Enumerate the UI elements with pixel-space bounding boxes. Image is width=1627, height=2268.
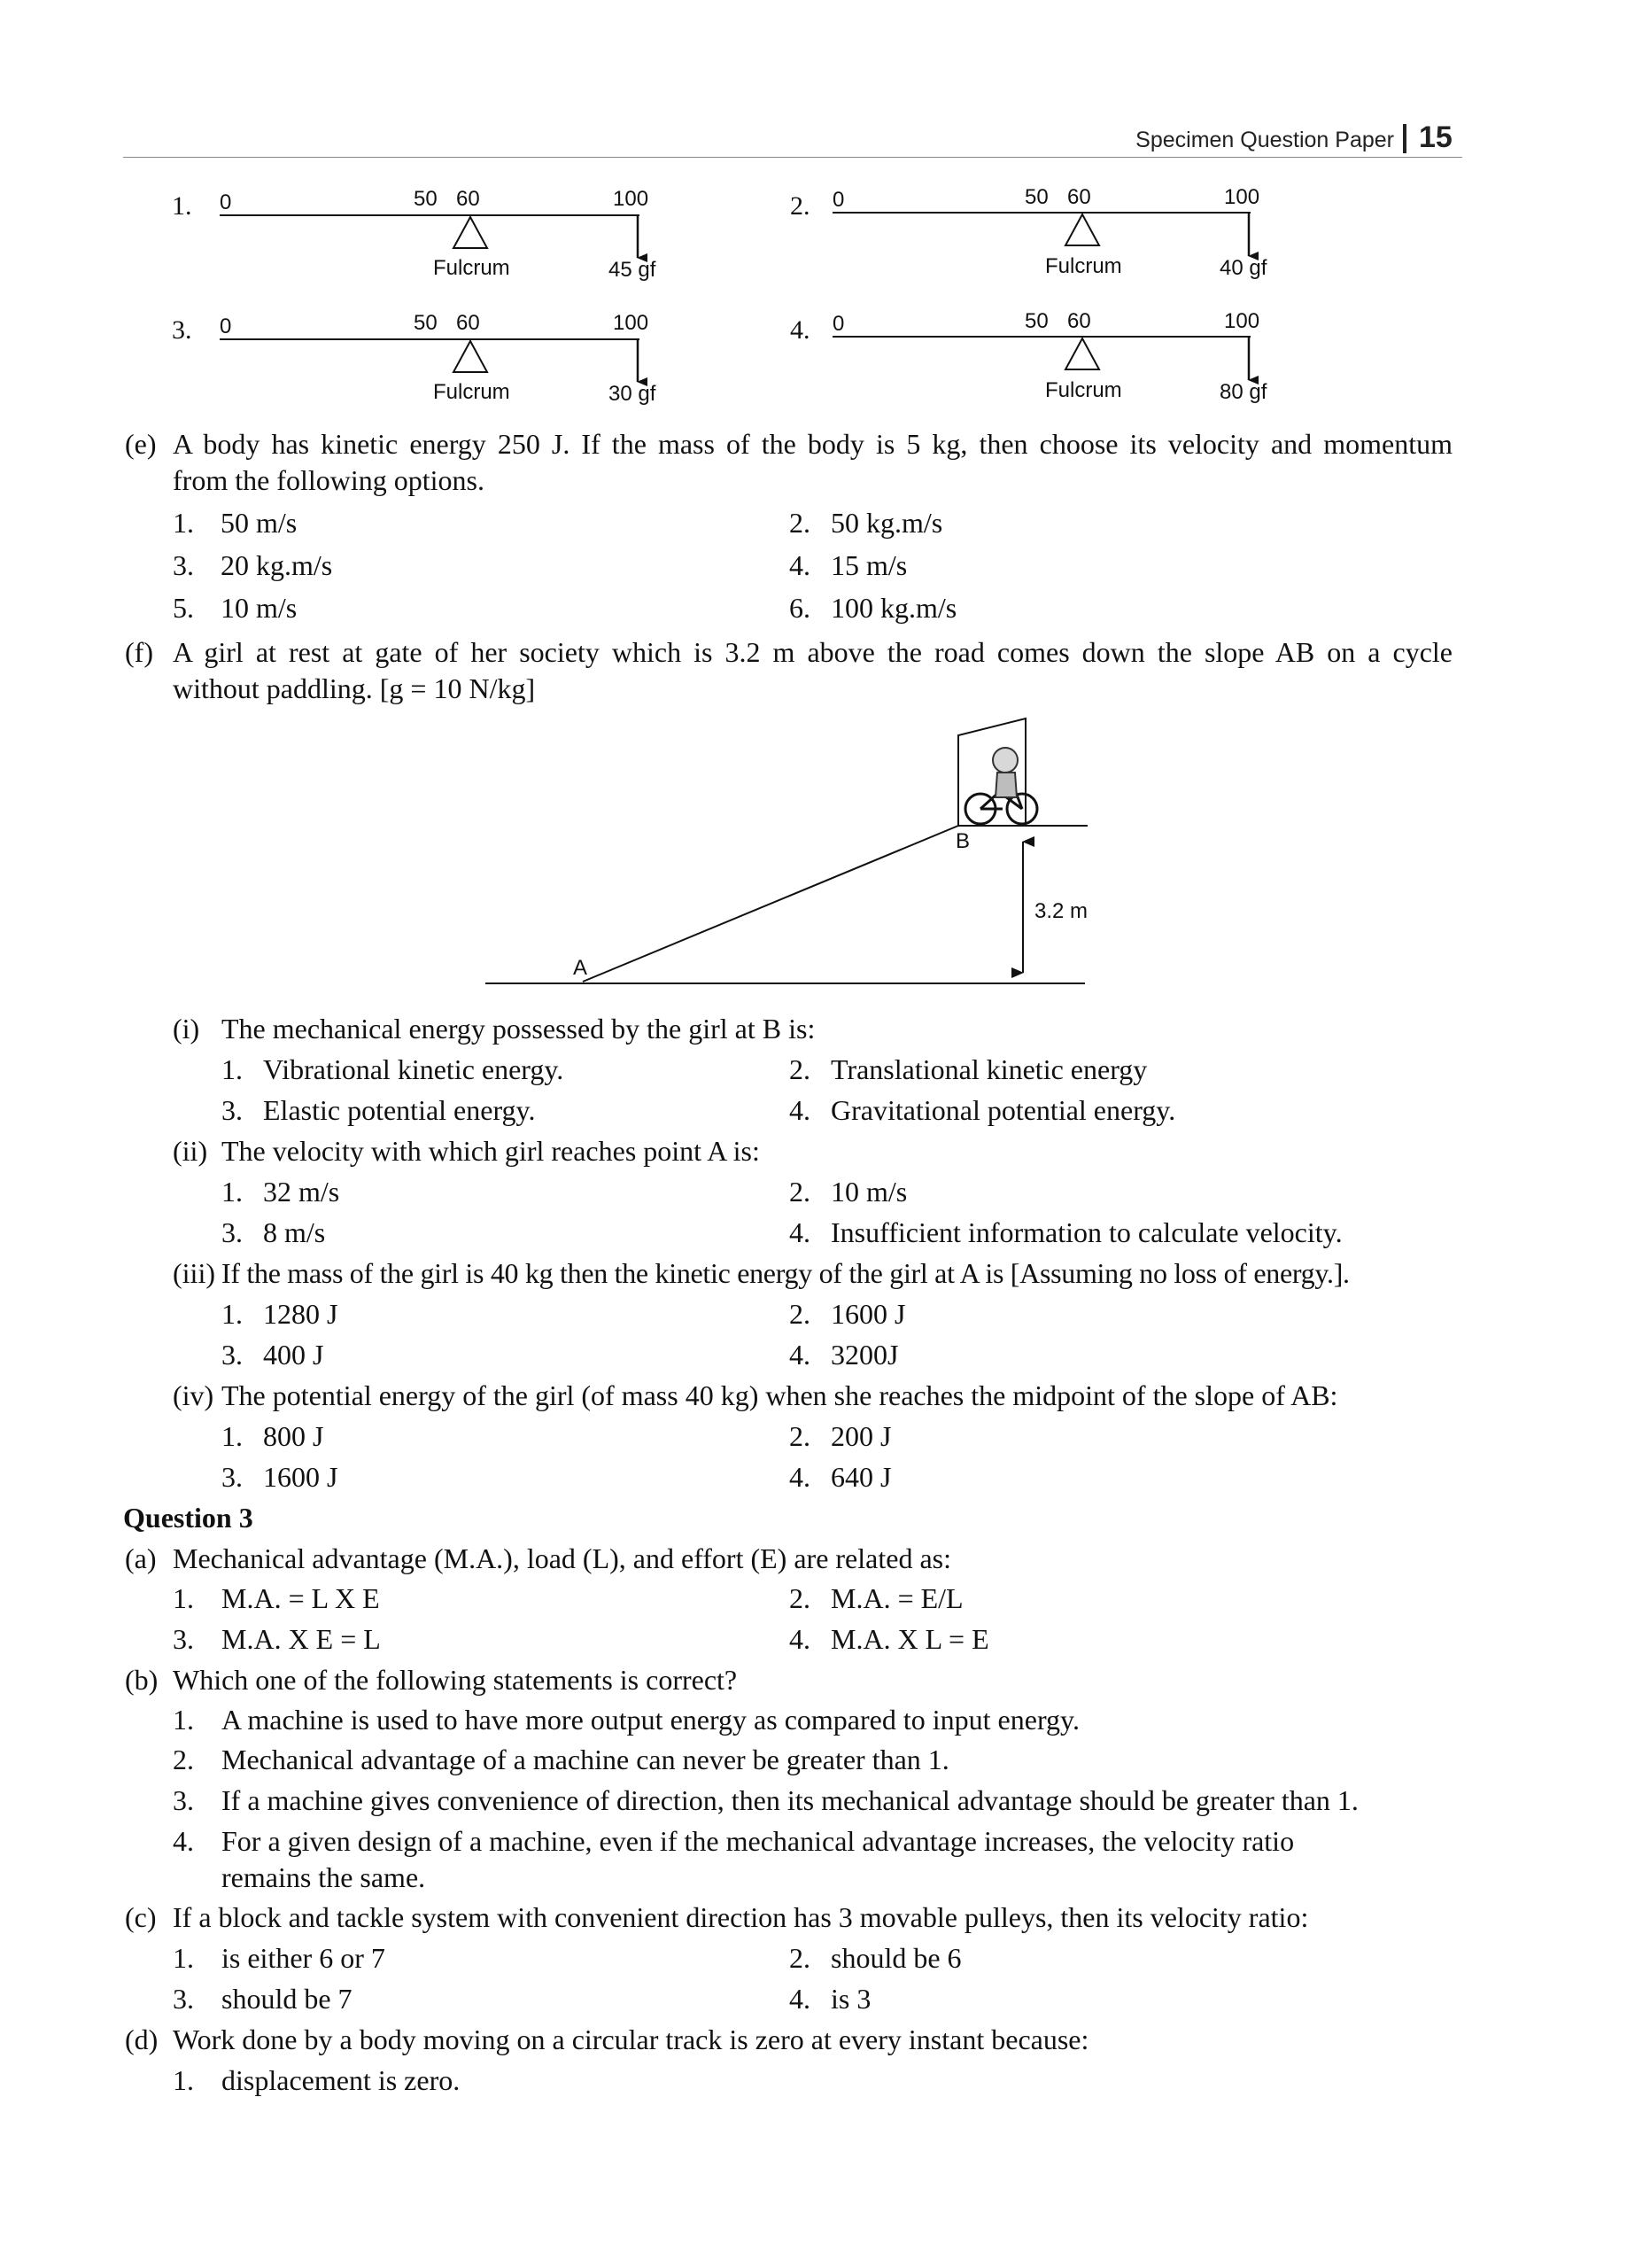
q-f-i-text: The mechanical energy possessed by the girl at B is:	[221, 1013, 816, 1045]
q-f-ii-opt4: Insufficient information to calculate velocity.	[831, 1216, 1343, 1248]
q3-c-opt3-num: 3.	[173, 1983, 194, 2015]
q-e-opt5-num: 5.	[173, 592, 194, 624]
lever-2-mark-100: 100	[1224, 185, 1260, 209]
q-f-iii-opt3: 400 J	[263, 1339, 324, 1371]
q-f-iv-opt1-num: 1.	[221, 1420, 243, 1452]
q-f-iii-opt4: 3200J	[831, 1339, 899, 1371]
q-e-opt1-num: 1.	[173, 507, 194, 539]
q3-b-text: Which one of the following statements is correct?	[173, 1664, 738, 1696]
q-e-opt6-num: 6.	[789, 592, 810, 624]
q-f-i-opt2-num: 2.	[789, 1053, 810, 1085]
q3-c-opt4-num: 4.	[789, 1983, 810, 2015]
q-f-iii-opt1-num: 1.	[221, 1298, 243, 1330]
q3-a-opt2: M.A. = E/L	[831, 1582, 964, 1614]
q-f-iv-opt4-num: 4.	[789, 1461, 810, 1493]
q-f-iv-opt3-num: 3.	[221, 1461, 243, 1493]
q-e-opt5: 10 m/s	[221, 592, 298, 624]
q-e-opt3: 20 kg.m/s	[221, 549, 333, 581]
lever-4	[790, 309, 1267, 404]
lever-3-mark-0: 0	[220, 315, 232, 338]
lever-1-load-label: 45 gf	[608, 258, 656, 282]
q-f-ii-label: (ii)	[173, 1135, 208, 1167]
q-f-iv-opt1: 800 J	[263, 1420, 324, 1452]
q3-c-text: If a block and tackle system with convenient direction has 3 movable pulleys, then its velocity ratio:	[173, 1901, 1309, 1933]
lever-3-mark-100: 100	[613, 311, 649, 335]
q3-b-opt4-cont: remains the same.	[221, 1861, 426, 1893]
lever-3-mark-50: 50	[414, 311, 438, 335]
q3-b-opt2: Mechanical advantage of a machine can never be greater than 1.	[221, 1744, 949, 1775]
q3-a-opt2-num: 2.	[789, 1582, 810, 1614]
lever-4-mark-60: 60	[1067, 309, 1091, 333]
lever-1-mark-0: 0	[220, 190, 232, 214]
q3-d-opt1: displacement is zero.	[221, 2064, 461, 2096]
q3-c-opt1: is either 6 or 7	[221, 1942, 385, 1974]
lever-4-number: 4.	[790, 315, 810, 345]
q-f-i-opt3-num: 3.	[221, 1094, 243, 1126]
q-f-iii-text: If the mass of the girl is 40 kg then the kinetic energy of the girl at A is [Assuming no loss of energy.].	[221, 1257, 1350, 1289]
q-f-iii-opt2: 1600 J	[831, 1298, 906, 1330]
lever-1-mark-60: 60	[456, 187, 480, 211]
slope-ab	[583, 826, 958, 982]
q-e-label: (e)	[125, 428, 157, 460]
q-f-i-opt4-num: 4.	[789, 1094, 810, 1126]
girl-head	[993, 748, 1018, 773]
q-f-ii-opt1: 32 m/s	[263, 1176, 340, 1208]
q-e-opt2: 50 kg.m/s	[831, 507, 943, 539]
q-f-iv-label: (iv)	[173, 1379, 214, 1411]
lever-1-mark-100: 100	[613, 187, 649, 211]
header-rule	[123, 157, 1462, 158]
lever-3-load-label: 30 gf	[608, 382, 656, 406]
q3-b-opt4: For a given design of a machine, even if the mechanical advantage increases, the velocity ratio	[221, 1825, 1295, 1857]
q3-d-text: Work done by a body moving on a circular track is zero at every instant because:	[173, 2023, 1089, 2055]
q-e-opt4: 15 m/s	[831, 549, 908, 581]
q3-a-opt3-num: 3.	[173, 1623, 194, 1655]
q3-b-opt4-num: 4.	[173, 1825, 194, 1857]
point-b-label: B	[956, 829, 971, 853]
q3-d-label: (d)	[125, 2023, 159, 2055]
q-f-iii-label: (iii)	[173, 1257, 215, 1289]
q-e-opt3-num: 3.	[173, 549, 194, 581]
lever-3-fulcrum-label: Fulcrum	[433, 380, 510, 404]
q-e-line2: from the following options.	[173, 464, 484, 496]
q-f-iv-opt4: 640 J	[831, 1461, 892, 1493]
q-f-i-opt4: Gravitational potential energy.	[831, 1094, 1176, 1126]
q3-a-opt4-num: 4.	[789, 1623, 810, 1655]
q3-a-opt1-num: 1.	[173, 1582, 194, 1614]
q3-d-opt1-num: 1.	[173, 2064, 194, 2096]
q-f-ii-opt4-num: 4.	[789, 1216, 810, 1248]
q-f-iii-opt1: 1280 J	[263, 1298, 338, 1330]
girl-body	[996, 773, 1017, 797]
q3-a-text: Mechanical advantage (M.A.), load (L), and effort (E) are related as:	[173, 1542, 951, 1574]
q3-a-opt1: M.A. = L X E	[221, 1582, 380, 1614]
q-e-opt1: 50 m/s	[221, 507, 298, 539]
lever-3	[172, 311, 656, 406]
q3-b-opt3-num: 3.	[173, 1784, 194, 1816]
lever-4-fulcrum	[1065, 338, 1099, 369]
lever-3-number: 3.	[172, 315, 192, 345]
q-e-line1: A body has kinetic energy 250 J. If the mass of the body is 5 kg, then choose its velocity and momentum	[173, 428, 1453, 460]
running-header: Specimen Question Paper	[1135, 128, 1394, 152]
q-f-ii-opt1-num: 1.	[221, 1176, 243, 1208]
q3-c-opt1-num: 1.	[173, 1942, 194, 1974]
lever-2-fulcrum	[1065, 214, 1099, 245]
lever-3-fulcrum	[453, 341, 487, 372]
q-f-ii-opt2: 10 m/s	[831, 1176, 908, 1208]
q-f-iv-opt2: 200 J	[831, 1420, 892, 1452]
lever-1-fulcrum-label: Fulcrum	[433, 256, 510, 280]
lever-2-load-label: 40 gf	[1220, 256, 1267, 280]
lever-4-fulcrum-label: Fulcrum	[1045, 378, 1122, 402]
q-f-label: (f)	[125, 636, 153, 668]
lever-4-mark-50: 50	[1025, 309, 1049, 333]
lever-2	[790, 185, 1267, 280]
lever-2-number: 2.	[790, 191, 810, 221]
q-f-iv-text: The potential energy of the girl (of mass 40 kg) when she reaches the midpoint of the slope of AB:	[221, 1379, 1338, 1411]
lever-4-load-label: 80 gf	[1220, 380, 1267, 404]
lever-1-number: 1.	[172, 191, 192, 221]
slope-figure	[478, 709, 1098, 992]
q3-c-opt2-num: 2.	[789, 1942, 810, 1974]
q3-a-label: (a)	[125, 1542, 157, 1574]
q3-b-opt2-num: 2.	[173, 1744, 194, 1775]
header-divider	[1403, 124, 1406, 153]
q-f-i-opt1: Vibrational kinetic energy.	[263, 1053, 564, 1085]
lever-2-mark-50: 50	[1025, 185, 1049, 209]
q3-a-opt3: M.A. X E = L	[221, 1623, 381, 1655]
q-f-i-opt1-num: 1.	[221, 1053, 243, 1085]
q-e-opt6: 100 kg.m/s	[831, 592, 957, 624]
q-f-ii-text: The velocity with which girl reaches point A is:	[221, 1135, 760, 1167]
lever-4-mark-100: 100	[1224, 309, 1260, 333]
q-f-iv-opt3: 1600 J	[263, 1461, 338, 1493]
lever-1-mark-50: 50	[414, 187, 438, 211]
q3-c-opt4: is 3	[831, 1983, 872, 2015]
q-f-iii-opt2-num: 2.	[789, 1298, 810, 1330]
q-f-line1: A girl at rest at gate of her society which is 3.2 m above the road comes down the slope AB on a cycle	[173, 636, 1453, 668]
q-e-opt2-num: 2.	[789, 507, 810, 539]
q-f-ii-opt3: 8 m/s	[263, 1216, 326, 1248]
lever-options-figure	[0, 168, 1627, 416]
q-f-iii-opt3-num: 3.	[221, 1339, 243, 1371]
q3-b-opt1: A machine is used to have more output energy as compared to input energy.	[221, 1704, 1080, 1736]
q3-b-opt1-num: 1.	[173, 1704, 194, 1736]
q3-c-label: (c)	[125, 1901, 157, 1933]
page-number: 15	[1419, 120, 1453, 154]
lever-2-fulcrum-label: Fulcrum	[1045, 254, 1122, 278]
q3-a-opt4: M.A. X L = E	[831, 1623, 989, 1655]
q-f-iv-opt2-num: 2.	[789, 1420, 810, 1452]
question-3-heading: Question 3	[123, 1502, 253, 1534]
q-f-ii-opt3-num: 3.	[221, 1216, 243, 1248]
q3-b-opt3: If a machine gives convenience of direction, then its mechanical advantage should be greater than 1.	[221, 1784, 1359, 1816]
q-f-iii-opt4-num: 4.	[789, 1339, 810, 1371]
lever-2-mark-60: 60	[1067, 185, 1091, 209]
q-f-i-label: (i)	[173, 1013, 200, 1045]
lever-3-mark-60: 60	[456, 311, 480, 335]
point-a-label: A	[573, 956, 588, 980]
q-e-opt4-num: 4.	[789, 549, 810, 581]
q3-b-label: (b)	[125, 1664, 159, 1696]
q-f-i-opt2: Translational kinetic energy	[831, 1053, 1148, 1085]
q-f-line2: without paddling. [g = 10 N/kg]	[173, 672, 536, 704]
lever-2-mark-0: 0	[833, 188, 845, 212]
q3-c-opt2: should be 6	[831, 1942, 962, 1974]
height-label: 3.2 m	[1034, 899, 1089, 923]
q-f-ii-opt2-num: 2.	[789, 1176, 810, 1208]
lever-4-mark-0: 0	[833, 312, 845, 336]
lever-1-fulcrum	[453, 217, 487, 248]
q-f-i-opt3: Elastic potential energy.	[263, 1094, 536, 1126]
q3-c-opt3: should be 7	[221, 1983, 353, 2015]
lever-1	[172, 187, 656, 282]
